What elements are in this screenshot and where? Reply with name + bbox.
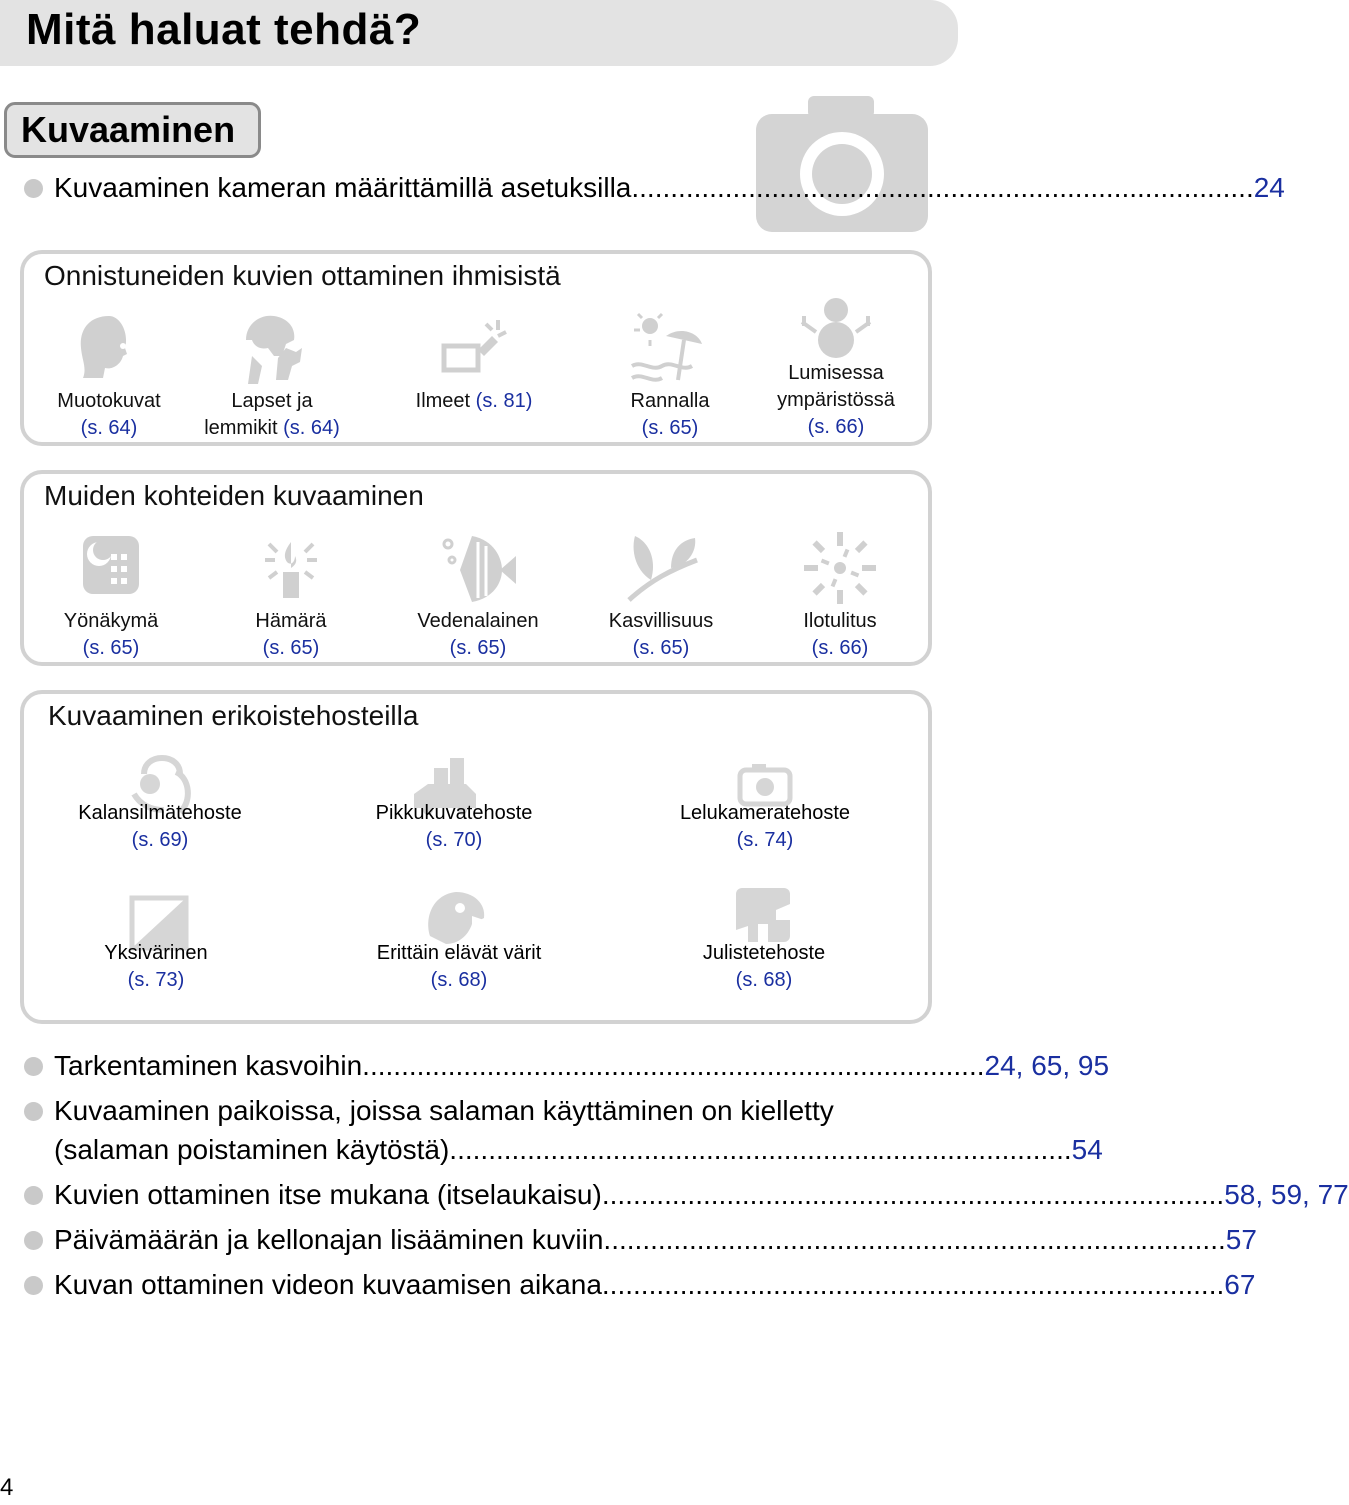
item-label: Kasvillisuus: [608, 610, 714, 632]
page-number: 4: [0, 1474, 14, 1501]
page-title: Mitä haluat tehdä?: [26, 5, 422, 54]
page-reference: (s. 65): [632, 637, 690, 659]
foliage-icon: [621, 530, 701, 606]
other-item-night-scene[interactable]: [36, 530, 186, 662]
dot-leader: ................................................................................: [601, 1269, 1225, 1300]
super-vivid-icon: [420, 886, 490, 948]
item-label: Ilmeet (s. 81): [415, 390, 533, 412]
low-light-icon: [251, 530, 331, 606]
item-label: ympäristössä: [777, 389, 895, 411]
item-label: Ilotulitus: [803, 610, 877, 632]
item-label: Lapset ja: [231, 390, 313, 412]
people-item-snow[interactable]: [764, 296, 908, 441]
page-reference: (s. 66): [811, 637, 869, 659]
list-item-face-focus[interactable]: [24, 1050, 1110, 1082]
page-reference[interactable]: 67: [1224, 1269, 1256, 1300]
item-label: Erittäin elävät värit: [376, 942, 542, 964]
list-item-flash-off[interactable]: [24, 1095, 942, 1127]
snow-icon: [796, 296, 876, 358]
list-item-flash-off-continued[interactable]: [54, 1134, 1103, 1166]
beach-icon: [630, 310, 710, 386]
effect-item-toy-camera[interactable]: [660, 800, 870, 854]
portrait-icon: [69, 310, 149, 386]
other-item-fireworks[interactable]: [780, 530, 900, 662]
page-reference[interactable]: 24, 65, 95: [984, 1050, 1110, 1081]
bullet: [24, 1057, 43, 1076]
page-reference: (s. 68): [430, 969, 488, 991]
page-reference[interactable]: 58, 59, 77: [1224, 1179, 1349, 1210]
people-panel: [20, 250, 932, 446]
item-label: Julistetehoste: [702, 942, 826, 964]
item-text: Kuvaaminen kameran määrittämillä asetuksilla: [54, 172, 632, 203]
effect-item-miniature[interactable]: [354, 800, 554, 854]
panel-title: Muiden kohteiden kuvaaminen: [44, 480, 424, 511]
bullet: [24, 1102, 43, 1121]
fireworks-icon: [800, 530, 880, 606]
bullet: [24, 179, 43, 198]
camera-icon: [756, 96, 928, 232]
item-label: Lumisessa: [788, 362, 884, 384]
item-label: Lelukameratehoste: [679, 802, 851, 824]
page-reference[interactable]: 24: [1253, 172, 1285, 203]
list-item-date-stamp[interactable]: [24, 1224, 1257, 1256]
item-text: (salaman poistaminen käytöstä): [54, 1134, 450, 1165]
dot-leader: ................................................................................: [631, 172, 1254, 203]
effect-item-fisheye[interactable]: [50, 800, 270, 854]
people-item-beach[interactable]: [600, 310, 740, 442]
page-reference: (s. 70): [425, 829, 483, 851]
effect-item-monochrome[interactable]: [76, 940, 236, 994]
poster-effect-icon: [728, 884, 798, 946]
page-reference: (s. 73): [127, 969, 185, 991]
item-text: Tarkentaminen kasvoihin: [54, 1050, 363, 1081]
page-reference: (s. 74): [736, 829, 794, 851]
page-reference: (s. 64): [80, 417, 138, 439]
people-item-kids-pets[interactable]: [190, 310, 354, 442]
item-label: Vedenalainen: [417, 610, 539, 632]
item-label: Yksivärinen: [104, 942, 208, 964]
item-label: Hämärä: [255, 610, 327, 632]
effect-item-poster[interactable]: [684, 940, 844, 994]
page-reference: (s. 65): [449, 637, 507, 659]
bullet: [24, 1276, 43, 1295]
page-reference: (s. 66): [807, 416, 865, 438]
page-reference: (s. 65): [262, 637, 320, 659]
item-text: Kuvien ottaminen itse mukana (itselaukaisu): [54, 1179, 602, 1210]
bullet: [24, 1186, 43, 1205]
item-text: Kuvan ottaminen videon kuvaamisen aikana: [54, 1269, 602, 1300]
special-effects-panel: [20, 690, 932, 1024]
other-subjects-panel: [20, 470, 932, 666]
item-label: Kalansilmätehoste: [78, 802, 242, 824]
page-reference: (s. 65): [82, 637, 140, 659]
other-item-low-light[interactable]: [216, 530, 366, 662]
dot-leader: ................................................................................: [601, 1179, 1225, 1210]
night-scene-icon: [71, 530, 151, 606]
top-list-item[interactable]: [24, 172, 1285, 204]
dot-leader: ................................................................................: [603, 1224, 1226, 1255]
page-reference: (s. 69): [131, 829, 189, 851]
kids-pets-icon: [232, 310, 312, 386]
bullet: [24, 1231, 43, 1250]
item-label: Pikkukuvatehoste: [375, 802, 533, 824]
page-reference: (s. 68): [735, 969, 793, 991]
underwater-fish-icon: [438, 530, 518, 606]
effect-item-super-vivid[interactable]: [354, 940, 564, 994]
item-label: Muotokuvat: [57, 390, 161, 412]
item-label: lemmikit (s. 64): [204, 417, 340, 439]
page-title-bar: [0, 0, 958, 66]
other-item-foliage[interactable]: [586, 530, 736, 662]
item-label: Yönäkymä: [63, 610, 159, 632]
list-item-photo-during-video[interactable]: [24, 1269, 1256, 1301]
panel-title: Onnistuneiden kuvien ottaminen ihmisistä: [44, 260, 561, 291]
section-tab-shooting: [4, 102, 261, 158]
people-item-portrait[interactable]: [34, 310, 184, 442]
dot-leader: ................................................................................: [362, 1050, 985, 1081]
other-item-underwater[interactable]: [400, 530, 556, 662]
smart-shutter-icon: [434, 310, 514, 386]
item-label: Rannalla: [630, 390, 710, 412]
dot-leader: ................................................................................: [449, 1134, 1072, 1165]
section-tab-label: Kuvaaminen: [21, 109, 236, 150]
item-text: Päivämäärän ja kellonajan lisääminen kuviin: [54, 1224, 604, 1255]
item-text: Kuvaaminen paikoissa, joissa salaman käyttäminen on kielletty: [54, 1095, 834, 1126]
panel-title: Kuvaaminen erikoistehosteilla: [48, 700, 419, 731]
people-item-smart-shutter[interactable]: [394, 310, 554, 415]
list-item-self-timer[interactable]: [24, 1179, 1349, 1211]
page-reference[interactable]: 54: [1071, 1134, 1103, 1165]
page-reference[interactable]: 57: [1225, 1224, 1257, 1255]
page-reference: (s. 65): [641, 417, 699, 439]
